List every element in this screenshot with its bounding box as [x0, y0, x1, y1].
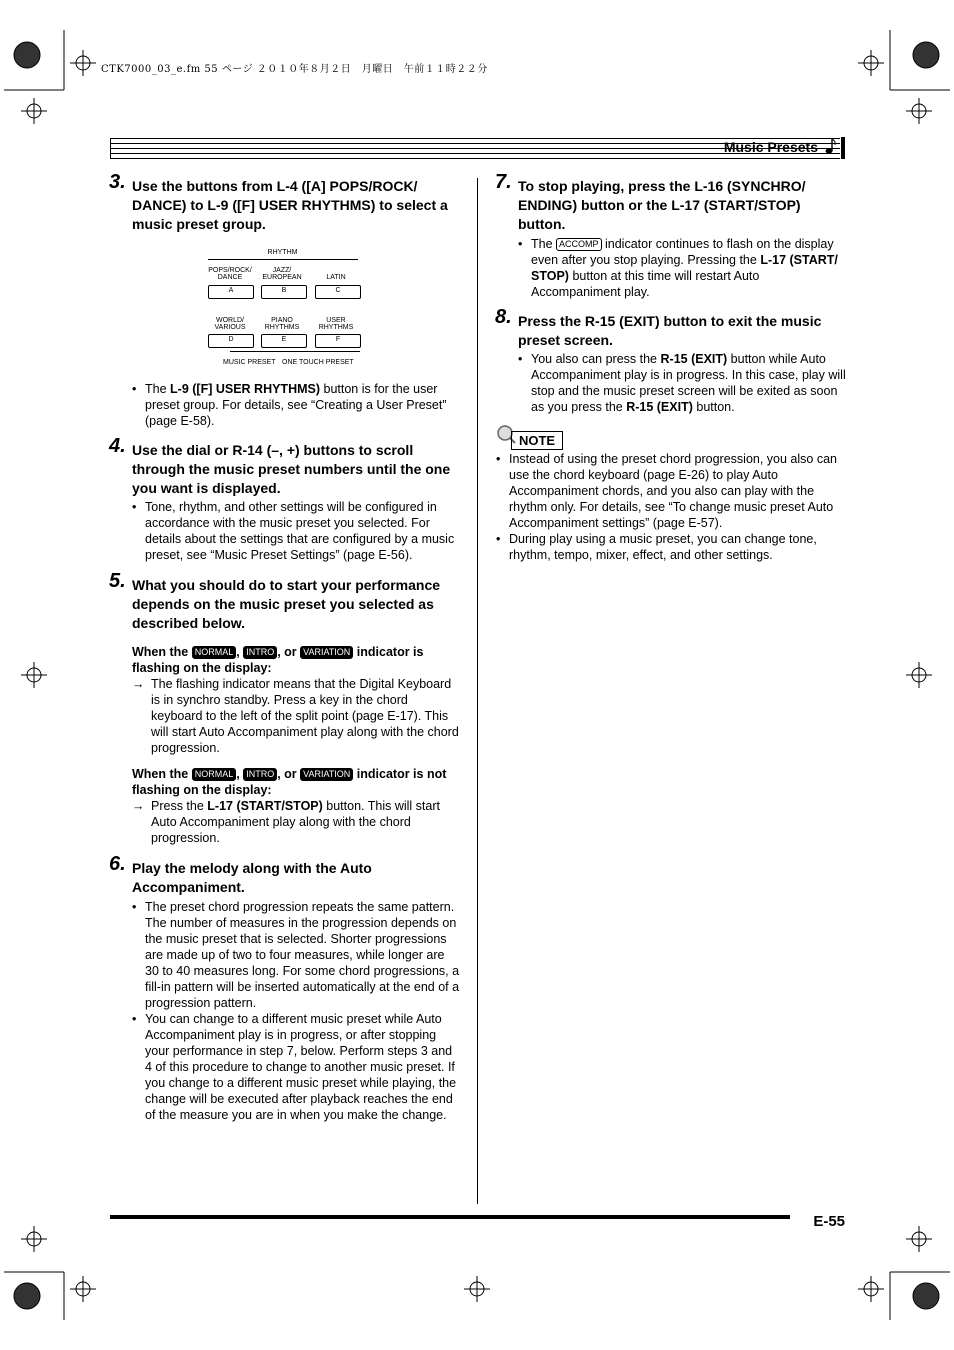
- step-number: 7.: [495, 171, 512, 193]
- bullet-item: • Instead of using the preset chord progression, you also can use the chord keyboard (page E-26) to play Auto Accompaniment chords, and you also can play with the rhythm only. For details, see “To change music preset Auto Accompaniment settings” (page E-57).: [509, 451, 849, 531]
- step-number: 6.: [109, 853, 126, 875]
- case-heading: When the NORMAL , INTRO , or VARIATION indicator is not flashing on the display:: [132, 767, 447, 797]
- accomp-indicator: ACCOMP: [556, 238, 602, 251]
- group-label: LATIN: [326, 274, 346, 281]
- intro-indicator: INTRO: [243, 768, 277, 781]
- button-a[interactable]: A: [208, 285, 254, 299]
- group-label: POPS/ROCK/ DANCE: [208, 267, 252, 281]
- step-title: What you should do to start your performance depends on the music preset you selected as described below.: [132, 577, 441, 631]
- group-label: WORLD/ VARIOUS: [214, 317, 246, 331]
- note-label: NOTE: [511, 431, 563, 450]
- bullet-item: • The preset chord progression repeats the same pattern. The number of measures in the progression depends on the music preset that is selected. Shorter progressions are made up of two to four measures, while longer are 30 to 40 measures long. For some chord progressions, a fill-in pattern will be inserted automatically at the end of a progression pattern.: [145, 899, 460, 1011]
- arrow-icon: →: [132, 677, 145, 691]
- intro-indicator: INTRO: [243, 646, 277, 659]
- bullet-item: • During play using a music preset, you can change tone, rhythm, tempo, mixer, effect, and other settings.: [509, 531, 849, 563]
- step-title: Use the dial or R-14 (–, +) buttons to scroll through the music preset numbers until the one you want is displayed.: [132, 442, 451, 496]
- step-title: To stop playing, press the L-16 (SYNCHRO/ ENDING) button or the L-17 (START/STOP) button.: [518, 178, 806, 232]
- step-8: [495, 306, 848, 350]
- diagram-label: RHYTHM: [267, 249, 298, 256]
- step-5: [109, 570, 462, 633]
- step-number: 8.: [495, 306, 512, 328]
- step-3: [109, 171, 462, 234]
- footer-rule: [110, 1215, 790, 1219]
- diagram-label: ONE TOUCH PRESET: [282, 359, 354, 366]
- button-c[interactable]: C: [315, 285, 361, 299]
- button-b[interactable]: B: [261, 285, 307, 299]
- step-title: Press the R-15 (EXIT) button to exit the music preset screen.: [518, 313, 822, 348]
- diagram-label: MUSIC PRESET: [223, 359, 276, 366]
- arrow-icon: →: [132, 799, 145, 813]
- header-rule-edge: [841, 137, 845, 159]
- header-rule: [110, 158, 840, 159]
- bullet-item: • The ACCOMP indicator continues to flash on the display even after you stop playing. Pressing the L-17 (START/ STOP) button at this time will restart Auto Accompaniment play.: [531, 236, 847, 300]
- bullet-item: • The L-9 ([F] USER RHYTHMS) button is for the user preset group. For details, see “Creating a User Preset” (page E-58).: [145, 381, 460, 429]
- rhythm-button-diagram: [205, 246, 360, 368]
- column-divider: [477, 178, 478, 1204]
- step-title: Play the melody along with the Auto Accompaniment.: [132, 860, 372, 895]
- step-number: 3.: [109, 171, 126, 193]
- file-header: CTK7000_03_e.fm 55 ページ ２０１０年８月２日 月曜日 午前１１時２２分: [101, 64, 488, 75]
- normal-indicator: NORMAL: [192, 768, 237, 781]
- diagram-line: [208, 259, 358, 260]
- group-label: USER RHYTHMS: [318, 317, 354, 331]
- arrow-item: → Press the L-17 (START/STOP) button. This will start Auto Accompaniment play along with the chord progression.: [132, 799, 440, 845]
- group-label: JAZZ/ EUROPEAN: [262, 267, 302, 281]
- bullet-item: • Tone, rhythm, and other settings will be configured in accordance with the music preset you selected. For details about the settings that are configured by a music preset, see “Music Preset Settings” (page E-56).: [145, 499, 460, 563]
- step-number: 5.: [109, 570, 126, 592]
- music-note-icon: [825, 137, 837, 155]
- button-f[interactable]: F: [315, 334, 361, 348]
- step-4: [109, 435, 462, 498]
- step-6: [109, 853, 462, 897]
- bullet-item: • You also can press the R-15 (EXIT) button while Auto Accompaniment play is in progress. In this case, play will stop and the music preset screen will be exited as soon as you press the R-15 (EXIT) button.: [531, 351, 847, 415]
- button-d[interactable]: D: [208, 334, 254, 348]
- variation-indicator: VARIATION: [300, 646, 353, 659]
- arrow-item: → The flashing indicator means that the Digital Keyboard is in synchro standby. Press a key in the chord keyboard to the left of the split point (page E-17). This will start Auto Accompaniment play along with the chord progression.: [132, 677, 459, 755]
- step-7: [495, 171, 848, 234]
- step-title: Use the buttons from L-4 ([A] POPS/ROCK/ DANCE) to L-9 ([F] USER RHYTHMS) to select a music preset group.: [132, 178, 448, 232]
- section-title: Music Presets: [723, 139, 818, 155]
- case-heading: When the NORMAL , INTRO , or VARIATION indicator is flashing on the display:: [132, 645, 424, 675]
- variation-indicator: VARIATION: [300, 768, 353, 781]
- page-number: E-55: [813, 1213, 845, 1230]
- bullet-item: • You can change to a different music preset while Auto Accompaniment play is in progress, or after stopping your performance in step 7, below. Perform steps 3 and 4 of this procedure to change to another music preset. If you change to a different music preset while playing, the change will be executed after playback reaches the end of the measure you are in when you make the change.: [145, 1011, 460, 1123]
- button-e[interactable]: E: [261, 334, 307, 348]
- normal-indicator: NORMAL: [192, 646, 237, 659]
- diagram-line: [230, 351, 360, 352]
- group-label: PIANO RHYTHMS: [264, 317, 300, 331]
- header-rule-edge: [110, 138, 111, 159]
- step-number: 4.: [109, 435, 126, 457]
